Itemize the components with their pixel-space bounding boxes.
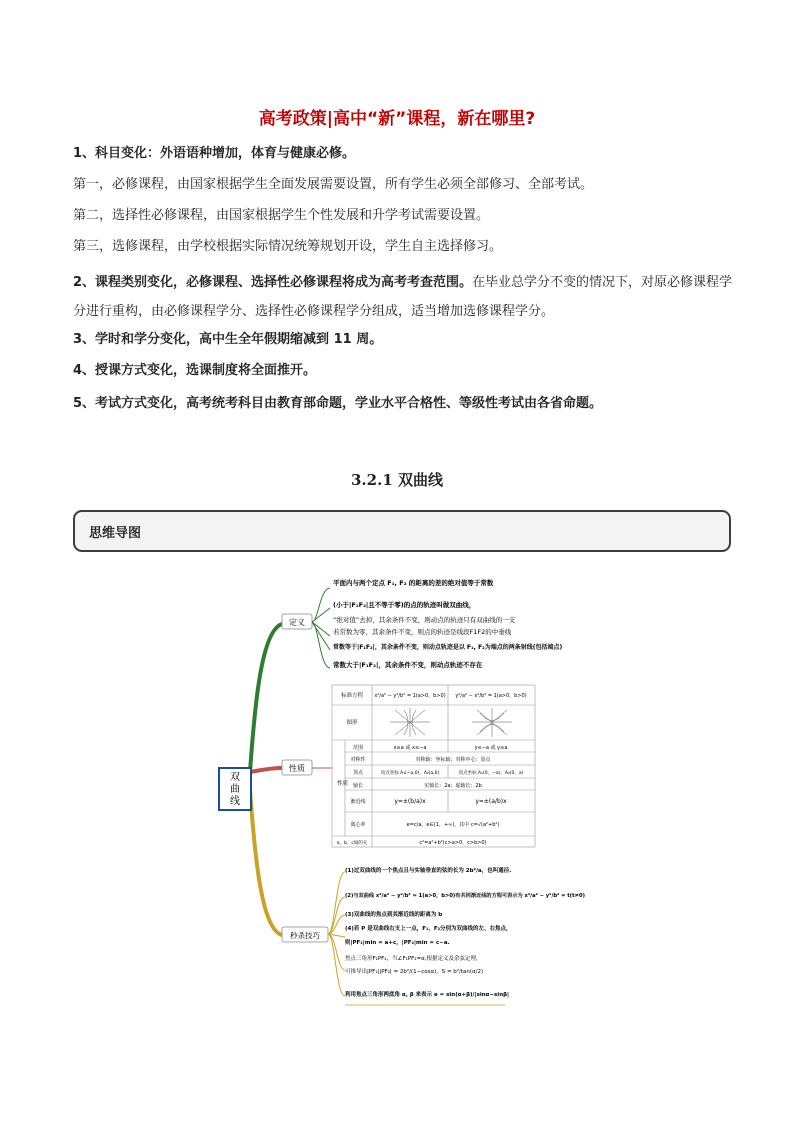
definition-line-4: 若常数为零，其余条件不变，则点的轨迹是线段F1F2的中垂线 xyxy=(333,628,512,636)
row-asymptote-val1: y=±(b/a)x xyxy=(394,798,426,805)
root-label-3: 线 xyxy=(230,796,240,807)
row-symmetry-val: 对称轴：坐标轴；对称中心：原点 xyxy=(415,757,491,763)
row-abc-label: a，b，c间的关 xyxy=(336,841,368,846)
paragraph-1: 1、科目变化：外语语种增加，体育与健康必修。 xyxy=(73,146,356,161)
definition-label: 定义 xyxy=(289,618,305,627)
paragraph-8: 5、考试方式变化，高考统考科目由教育部命题，学业水平合格性、等级性考试由各省命题。 xyxy=(73,396,603,411)
mindmap-header-box xyxy=(73,510,731,552)
hyperbola-graph-horizontal xyxy=(390,708,430,737)
table-side-label: 性质 xyxy=(337,781,349,787)
paragraph-5 xyxy=(73,268,733,326)
tricks-line-2: (2)与双曲线 x²/a² − y²/b² = 1(a>0，b>0)有共同渐近线的方程可表示为 x²/a² − y²/b² = t(t≠0) xyxy=(345,893,585,899)
row-vertex-label: 顶点 xyxy=(352,770,364,776)
row-vertex-val1: 顶点坐标 A₁(−a,0)，A₂(a,0) xyxy=(380,771,440,776)
row-abc-val: c²=a²+b²(c>a>0，c>b>0) xyxy=(419,840,487,846)
paragraph-5-rest: 在毕业总学分不变的情况下，对原必修课程学分进行重构，由必修课程学分、选择性必修课程学分组成，适当增加选修课程学分。 xyxy=(73,275,733,319)
paragraph-6: 3、学时和学分变化，高中生全年假期缩减到 11 周。 xyxy=(73,332,383,347)
table-header-eq2: y²/a² − x²/b² = 1(a>0，b>0) xyxy=(455,693,527,699)
row-asymptote-label: 渐近线 xyxy=(350,799,366,805)
mindmap-header-label: 思维导图 xyxy=(89,526,142,541)
row-eccentricity-label: 离心率 xyxy=(350,822,366,828)
tricks-line-3: (3)双曲线的焦点到其渐近线的距离为 b xyxy=(345,912,443,918)
root-label-2: 曲 xyxy=(230,784,240,795)
row-eccentricity-val: e=c/a，e∈(1，+∞)，其中 c=√(a²+b²) xyxy=(406,822,500,828)
tricks-label: 秒杀技巧 xyxy=(290,931,320,940)
section-title: 3.2.1 双曲线 xyxy=(351,471,443,489)
mindmap xyxy=(0,560,794,1020)
definition-connectors xyxy=(312,588,330,668)
table-graph-label: 图形 xyxy=(346,720,358,726)
paragraph-4: 第三，选修课程，由学校根据实际情况统筹规划开设，学生自主选择修习。 xyxy=(73,239,503,254)
definition-line-6: 常数大于|F₁F₂|，其余条件不变，则动点轨迹不存在 xyxy=(333,661,483,669)
row-vertex-val2: 顶点坐标 A₁(0，−a)，A₂(0，a) xyxy=(458,771,524,776)
definition-line-5: 常数等于|F₁F₂|，其余条件不变，则动点轨迹是以 F₁, F₂为端点的两条射线(包括端点) xyxy=(333,644,563,651)
tricks-line-4: (4)若 P 是双曲线右支上一点，F₁，F₂分别为双曲线的左、右焦点， xyxy=(345,926,512,932)
definition-line-2: (小于|F₁F₂|且不等于零)的点的轨迹叫做双曲线， xyxy=(333,601,476,609)
definition-line-3: “绝对值”去掉，其余条件不变，则动点的轨迹只有双曲线的一支 xyxy=(333,616,516,624)
paragraph-5-bold: 2、课程类别变化，必修课程、选择性必修课程将成为高考考查范围。 xyxy=(73,275,473,290)
branch-definition-curve xyxy=(250,624,282,772)
definition-line-1: 平面内与两个定点 F₁, F₂ 的距离的差的绝对值等于常数 xyxy=(333,579,494,587)
tricks-line-6: 焦点三角形F₁PF₂，当∠F₁PF₂=α,根据定义及余弦定理， xyxy=(345,956,482,962)
branch-properties-curve xyxy=(250,768,282,772)
paragraph-2: 第一，必修课程，由国家根据学生全面发展需要设置，所有学生必须全部修习、全部考试。 xyxy=(73,177,594,192)
row-range-val1: x≥a 或 x≤−a xyxy=(393,745,427,751)
row-range-label: 范围 xyxy=(352,745,364,751)
tricks-line-5: 则|PF₁|min = a+c，|PF₂|min = c−a. xyxy=(345,940,450,946)
paragraph-3: 第二，选择性必修课程，由国家根据学生个性发展和升学考试需要设置。 xyxy=(73,208,490,223)
row-axis-label: 轴长 xyxy=(352,783,364,789)
hyperbola-graph-vertical xyxy=(472,708,512,737)
row-axis-val: 实轴长：2a；虚轴长：2b xyxy=(424,783,482,789)
tricks-connectors xyxy=(328,872,345,996)
tricks-line-1: (1)过双曲线的一个焦点且与实轴垂直的弦的长为 2b²/a，也叫通径. xyxy=(345,868,512,874)
root-label-1: 双 xyxy=(230,772,240,783)
row-asymptote-val2: y=±(a/b)x xyxy=(475,798,507,805)
tricks-line-8: 利用焦点三角形两底角 α, β 来表示 e = sin(α+β)/|sinα−sinβ| xyxy=(345,992,510,998)
row-range-val2: y≤−a 或 y≥a xyxy=(474,745,508,751)
row-symmetry-label: 对称性 xyxy=(350,757,366,763)
properties-label: 性质 xyxy=(289,764,305,773)
paragraph-7: 4、授课方式变化，选课制度将全面推开。 xyxy=(73,363,317,378)
branch-tricks-curve xyxy=(250,790,282,935)
page-title: 高考政策|高中“新”课程，新在哪里? xyxy=(258,109,536,129)
table-header-eq1: x²/a² − y²/b² = 1(a>0，b>0) xyxy=(374,693,446,699)
table-header-label: 标准方程 xyxy=(340,693,364,699)
tricks-line-7: 可推导出|PF₁||PF₂| = 2b²/(1−cosα)，S = b²/tan(α/2) xyxy=(345,969,484,975)
